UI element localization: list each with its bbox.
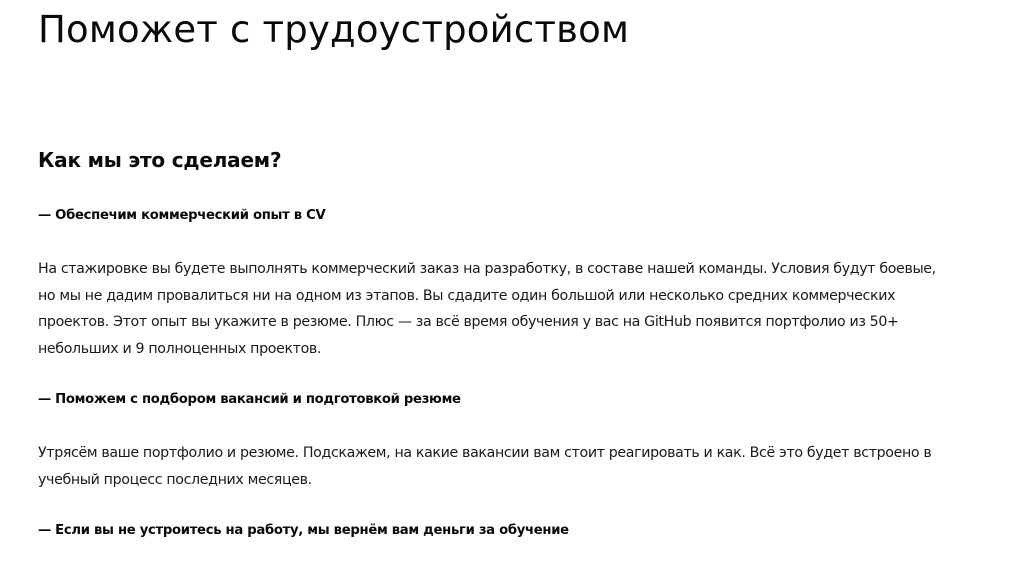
item-text-vacancies-resume (38, 440, 968, 493)
item-heading-money-back: — Если вы не устроитесь на работу, мы вернём вам деньги за обучение (38, 523, 569, 538)
text-line: Утрясём ваше портфолио и резюме. Подскажем, на какие вакансии вам стоит реагировать и как. Всё это будет встроено в (38, 445, 932, 461)
item-text-commercial-experience (38, 256, 968, 362)
item-heading-vacancies-resume: — Поможем с подбором вакансий и подготовкой резюме (38, 392, 461, 407)
item-heading-commercial-experience: — Обеспечим коммерческий опыт в CV (38, 208, 326, 223)
text-line: небольших и 9 полноценных проектов. (38, 340, 322, 357)
text-line: На стажировке вы будете выполнять коммерческий заказ на разработку, в составе нашей команды. Условия будут боевые, (38, 261, 936, 277)
text-line: но мы не дадим провалиться ни на одном из этапов. Вы сдадите один большой или несколько средних коммерческих (38, 287, 896, 304)
text-line: учебный процесс последних месяцев. (38, 471, 312, 488)
section-title: Как мы это сделаем? (38, 148, 282, 172)
text-line: проектов. Этот опыт вы укажите в резюме. Плюс — за всё время обучения у вас на GitHub появится портфолио из 50+ (38, 314, 899, 330)
page-title: Поможет с трудоустройством (38, 8, 630, 51)
